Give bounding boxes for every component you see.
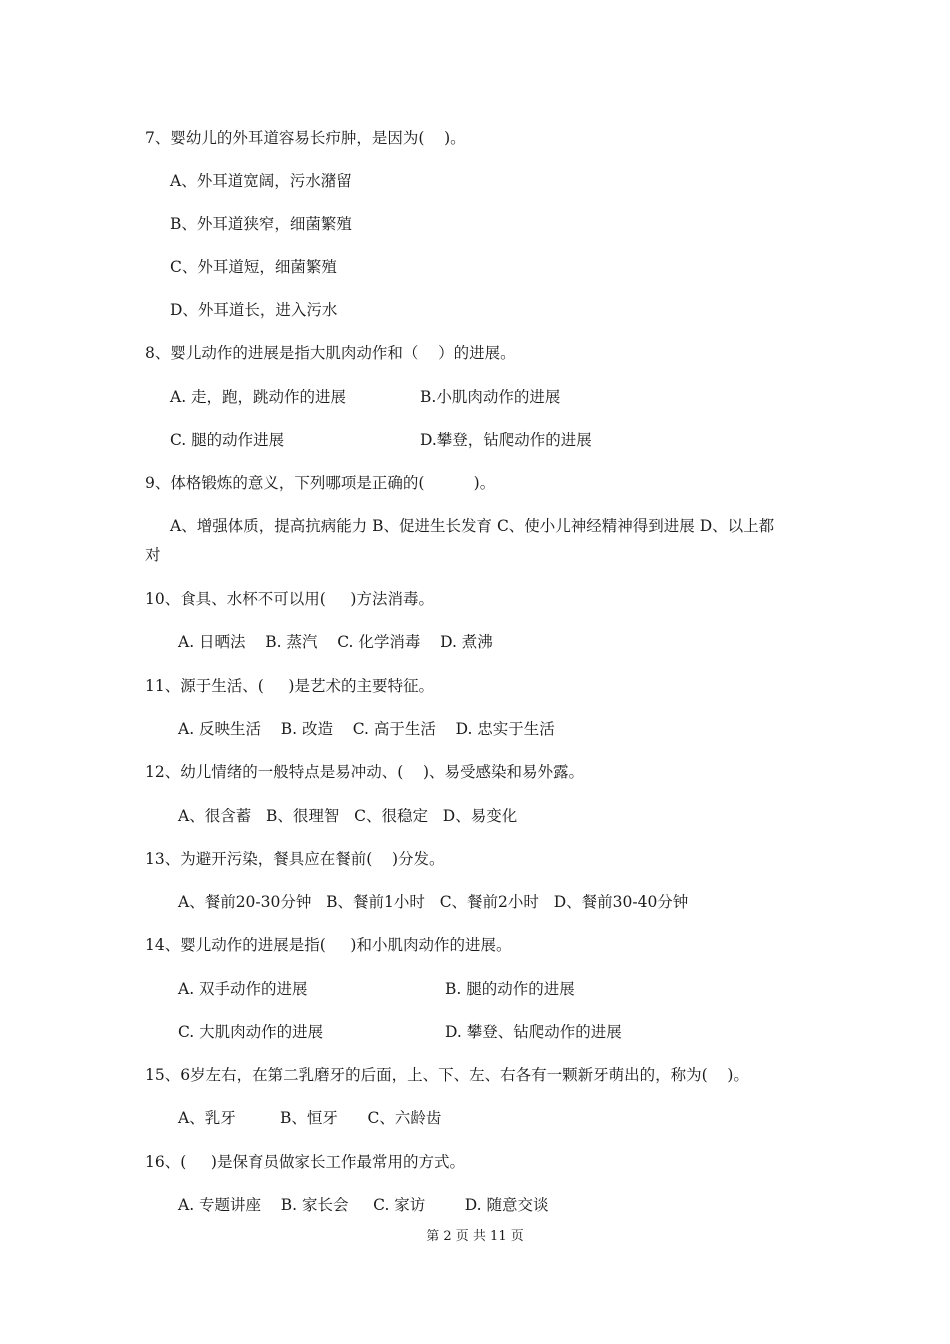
question-11-stem: 11、源于生活、( )是艺术的主要特征。 [145, 677, 434, 695]
question-9-options: A、增强体质，提高抗病能力 B、促进生长发育 C、使小儿神经精神得到进展 D、以上都对 [145, 517, 775, 564]
question-9-stem: 9、体格锻炼的意义，下列哪项是正确的( )。 [145, 474, 496, 492]
question-14-option-c: C. 大肌肉动作的进展 [178, 1023, 324, 1041]
question-15-options: A、乳牙 B、恒牙 C、六龄齿 [178, 1109, 442, 1127]
question-13-stem: 13、为避开污染，餐具应在餐前( )分发。 [145, 850, 445, 868]
question-7-option-c: C、外耳道短，细菌繁殖 [170, 258, 337, 276]
page-number-footer: 第 2 页 共 11 页 [426, 1229, 524, 1244]
question-8-stem: 8、婴儿动作的进展是指大肌肉动作和（ ）的进展。 [145, 344, 516, 362]
question-12-stem: 12、幼儿情绪的一般特点是易冲动、( )、易受感染和易外露。 [145, 763, 585, 781]
question-14-option-d: D. 攀登、钻爬动作的进展 [445, 1023, 622, 1041]
question-8-option-b: B.小肌肉动作的进展 [420, 388, 561, 406]
question-12-options: A、很含蓄 B、很理智 C、很稳定 D、易变化 [178, 807, 518, 825]
question-14-stem: 14、婴儿动作的进展是指( )和小肌肉动作的进展。 [145, 936, 512, 954]
question-16-options: A. 专题讲座 B. 家长会 C. 家访 D. 随意交谈 [178, 1196, 549, 1214]
question-11-options: A. 反映生活 B. 改造 C. 高于生活 D. 忠实于生活 [178, 720, 555, 738]
question-10-options: A. 日晒法 B. 蒸汽 C. 化学消毒 D. 煮沸 [178, 633, 493, 651]
question-13-options: A、餐前20-30分钟 B、餐前1小时 C、餐前2小时 D、餐前30-40分钟 [178, 893, 689, 911]
question-7-option-a: A、外耳道宽阔，污水潴留 [170, 172, 352, 190]
question-8-option-c: C. 腿的动作进展 [170, 431, 285, 449]
question-15-stem: 15、6岁左右，在第二乳磨牙的后面，上、下、左、右各有一颗新牙萌出的，称为( )。 [145, 1066, 749, 1084]
question-10-stem: 10、食具、水杯不可以用( )方法消毒。 [145, 590, 434, 608]
question-8-option-d: D.攀登，钻爬动作的进展 [420, 431, 592, 449]
question-16-stem: 16、( )是保育员做家长工作最常用的方式。 [145, 1153, 465, 1171]
question-14-option-b: B. 腿的动作的进展 [445, 980, 575, 998]
question-7-stem: 7、婴幼儿的外耳道容易长疖肿，是因为( )。 [145, 129, 466, 147]
question-7-option-b: B、外耳道狭窄，细菌繁殖 [170, 215, 352, 233]
question-8-option-a: A. 走，跑，跳动作的进展 [170, 388, 347, 406]
question-14-option-a: A. 双手动作的进展 [178, 980, 308, 998]
question-7-option-d: D、外耳道长，进入污水 [170, 301, 338, 319]
